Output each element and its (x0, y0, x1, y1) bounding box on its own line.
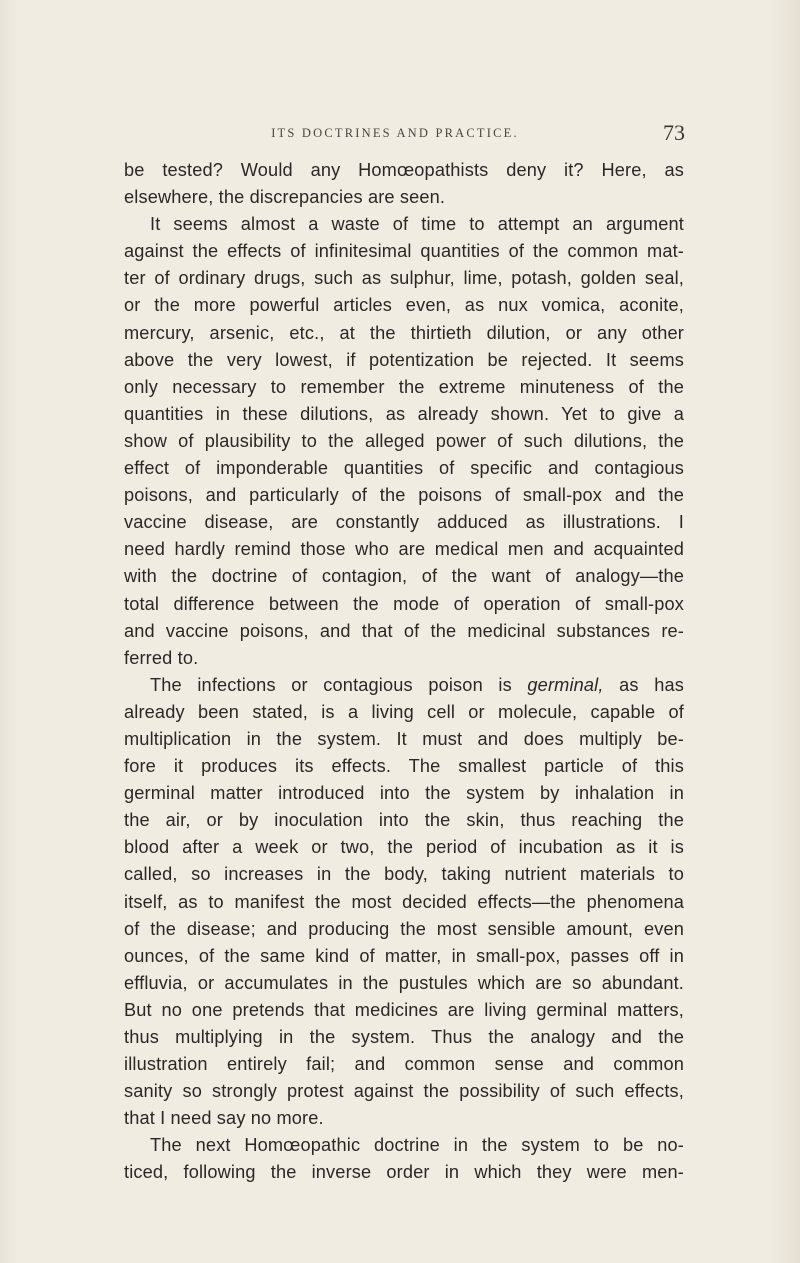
text-line: only necessary to remember the extreme minuteness of the (124, 376, 684, 397)
text-line: ter of ordinary drugs, such as sulphur, lime, potash, golden seal, (124, 268, 684, 289)
text-line: against the effects of infinitesimal quantities of the common mat- (124, 241, 684, 262)
text-line: quantities in these dilutions, as already shown. Yet to give a (124, 403, 684, 424)
italic-term: germinal, (527, 674, 604, 695)
text-line: multiplication in the system. It must and does multiply be- (124, 728, 684, 749)
text-line: total difference between the mode of operation of small-pox (124, 593, 684, 614)
text-line: the air, or by inoculation into the skin, thus reaching the (124, 810, 684, 831)
text-line: need hardly remind those who are medical men and acquainted (124, 539, 684, 560)
page-number: 73 (663, 120, 685, 145)
text-line: germinal matter introduced into the system by inhalation in (124, 783, 684, 804)
text-line: poisons, and particularly of the poisons of small-pox and the (124, 485, 684, 506)
text-line: already been stated, is a living cell or molecule, capable of (124, 701, 684, 722)
text-line: itself, as to manifest the most decided effects—the phenomena (124, 891, 684, 912)
text-line: and vaccine poisons, and that of the medicinal substances re- (124, 620, 684, 641)
text-line: be tested? Would any Homœopathists deny it? Here, as (124, 160, 684, 180)
text-line: elsewhere, the discrepancies are seen. (124, 187, 446, 208)
text-fragment: The infections or contagious poison is (150, 674, 528, 695)
text-fragment: as has (603, 674, 684, 695)
text-line: that I need say no more. (124, 1108, 324, 1129)
text-line: effect of imponderable quantities of specific and contagious (124, 458, 684, 479)
body-text (124, 157, 684, 1187)
text-line: blood after a week or two, the period of incubation as it is (124, 837, 684, 858)
text-line: fore it produces its effects. The smallest particle of this (124, 756, 684, 777)
text-line: vaccine disease, are constantly adduced as illustrations. I (124, 512, 684, 533)
text-line: with the doctrine of contagion, of the want of analogy—the (124, 566, 684, 587)
text-line: of the disease; and producing the most sensible amount, even (124, 918, 684, 939)
text-line: It seems almost a waste of time to attempt an argument (150, 214, 684, 235)
text-line: sanity so strongly protest against the possibility of such effects, (124, 1081, 684, 1102)
text-line: or the more powerful articles even, as nux vomica, aconite, (124, 295, 684, 316)
text-line: ferred to. (124, 647, 199, 668)
text-line: illustration entirely fail; and common sense and common (124, 1054, 684, 1075)
text-line: mercury, arsenic, etc., at the thirtieth dilution, or any other (124, 322, 684, 343)
text-line: above the very lowest, if potentization be rejected. It seems (124, 349, 684, 370)
text-line: ounces, of the same kind of matter, in small-pox, passes off in (124, 945, 684, 966)
text-line: The next Homœopathic doctrine in the system to be no- (150, 1135, 684, 1156)
text-line: But no one pretends that medicines are living germinal matters, (124, 999, 684, 1020)
running-head: ITS DOCTRINES AND PRACTICE. (271, 126, 519, 140)
text-line: thus multiplying in the system. Thus the analogy and the (124, 1027, 684, 1047)
text-line-with-italic (124, 672, 684, 699)
text-line: show of plausibility to the alleged power of such dilutions, the (124, 430, 684, 451)
text-line: ticed, following the inverse order in which they were men- (124, 1162, 684, 1183)
page-header (115, 120, 685, 152)
text-line: effluvia, or accumulates in the pustules which are so abundant. (124, 972, 684, 993)
text-line: called, so increases in the body, taking nutrient materials to (124, 864, 684, 885)
